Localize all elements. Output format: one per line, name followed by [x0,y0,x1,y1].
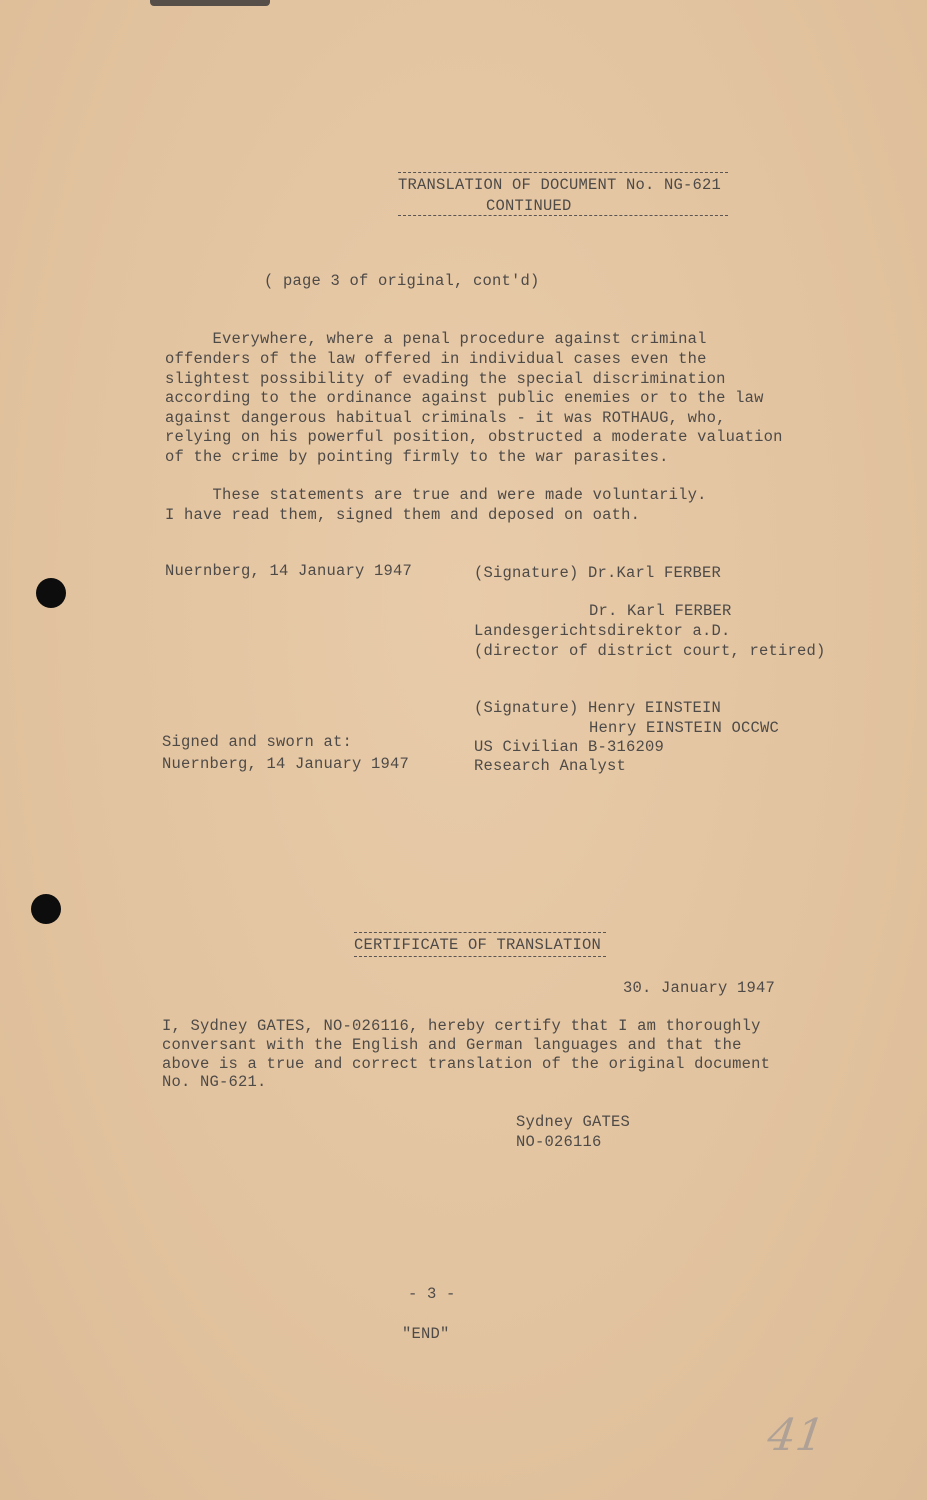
certificate-line-1: I, Sydney GATES, NO-026116, hereby certify that I am thoroughly [162,1017,761,1035]
oath-line-2: I have read them, signed them and deposed on oath. [165,506,641,524]
handwritten-page-number: 41 [764,1410,828,1461]
body-line-3: slightest possibility of evading the special discrimination [165,370,726,388]
body-line-2: offenders of the law offered in individual cases even the [165,350,707,368]
translator-id: NO-026116 [516,1133,602,1151]
header-top-rule [398,172,728,173]
role-einstein: Research Analyst [474,757,627,775]
certificate-top-rule [354,932,606,933]
body-line-4: according to the ordinance against public enemies or to the law [165,389,764,407]
end-mark: "END" [402,1325,450,1343]
oath-line-1: These statements are true and were made voluntarily. [165,486,707,504]
scan-edge-shadow [150,0,270,6]
body-line-1: Everywhere, where a penal procedure against criminal [165,330,707,348]
certificate-heading: CERTIFICATE OF TRANSLATION [354,936,602,954]
certificate-bottom-rule [354,956,606,957]
signed-sworn-label: Signed and sworn at: [162,733,353,751]
document-title: TRANSLATION OF DOCUMENT No. NG-621 [398,176,722,194]
signature-einstein: (Signature) Henry EINSTEIN [474,699,722,717]
header-bottom-rule [398,215,728,216]
signature-ferber: (Signature) Dr.Karl FERBER [474,564,722,582]
civilian-id-einstein: US Civilian B-316209 [474,738,665,756]
translator-name: Sydney GATES [516,1113,631,1131]
title-de-ferber: Landesgerichtsdirektor a.D. [474,622,731,640]
body-line-7: of the crime by pointing firmly to the war parasites. [165,448,669,466]
title-en-ferber: (director of district court, retired) [474,642,826,660]
name-ferber: Dr. Karl FERBER [589,602,732,620]
certificate-line-2: conversant with the English and German languages and that the [162,1036,742,1054]
punch-hole-top [36,578,66,608]
document-subtitle: CONTINUED [486,197,572,215]
name-einstein: Henry EINSTEIN OCCWC [589,719,780,737]
body-line-6: relying on his powerful position, obstructed a moderate valuation [165,428,783,446]
place-date-1: Nuernberg, 14 January 1947 [165,562,413,580]
certificate-date: 30. January 1947 [623,979,776,997]
body-line-5: against dangerous habitual criminals - it was ROTHAUG, who, [165,409,726,427]
page-number: - 3 - [408,1285,456,1303]
place-date-2: Nuernberg, 14 January 1947 [162,755,410,773]
certificate-line-3: above is a true and correct translation of the original document [162,1055,771,1073]
certificate-line-4: No. NG-621. [162,1073,267,1091]
page-reference: ( page 3 of original, cont'd) [264,272,540,290]
punch-hole-bottom [31,894,61,924]
